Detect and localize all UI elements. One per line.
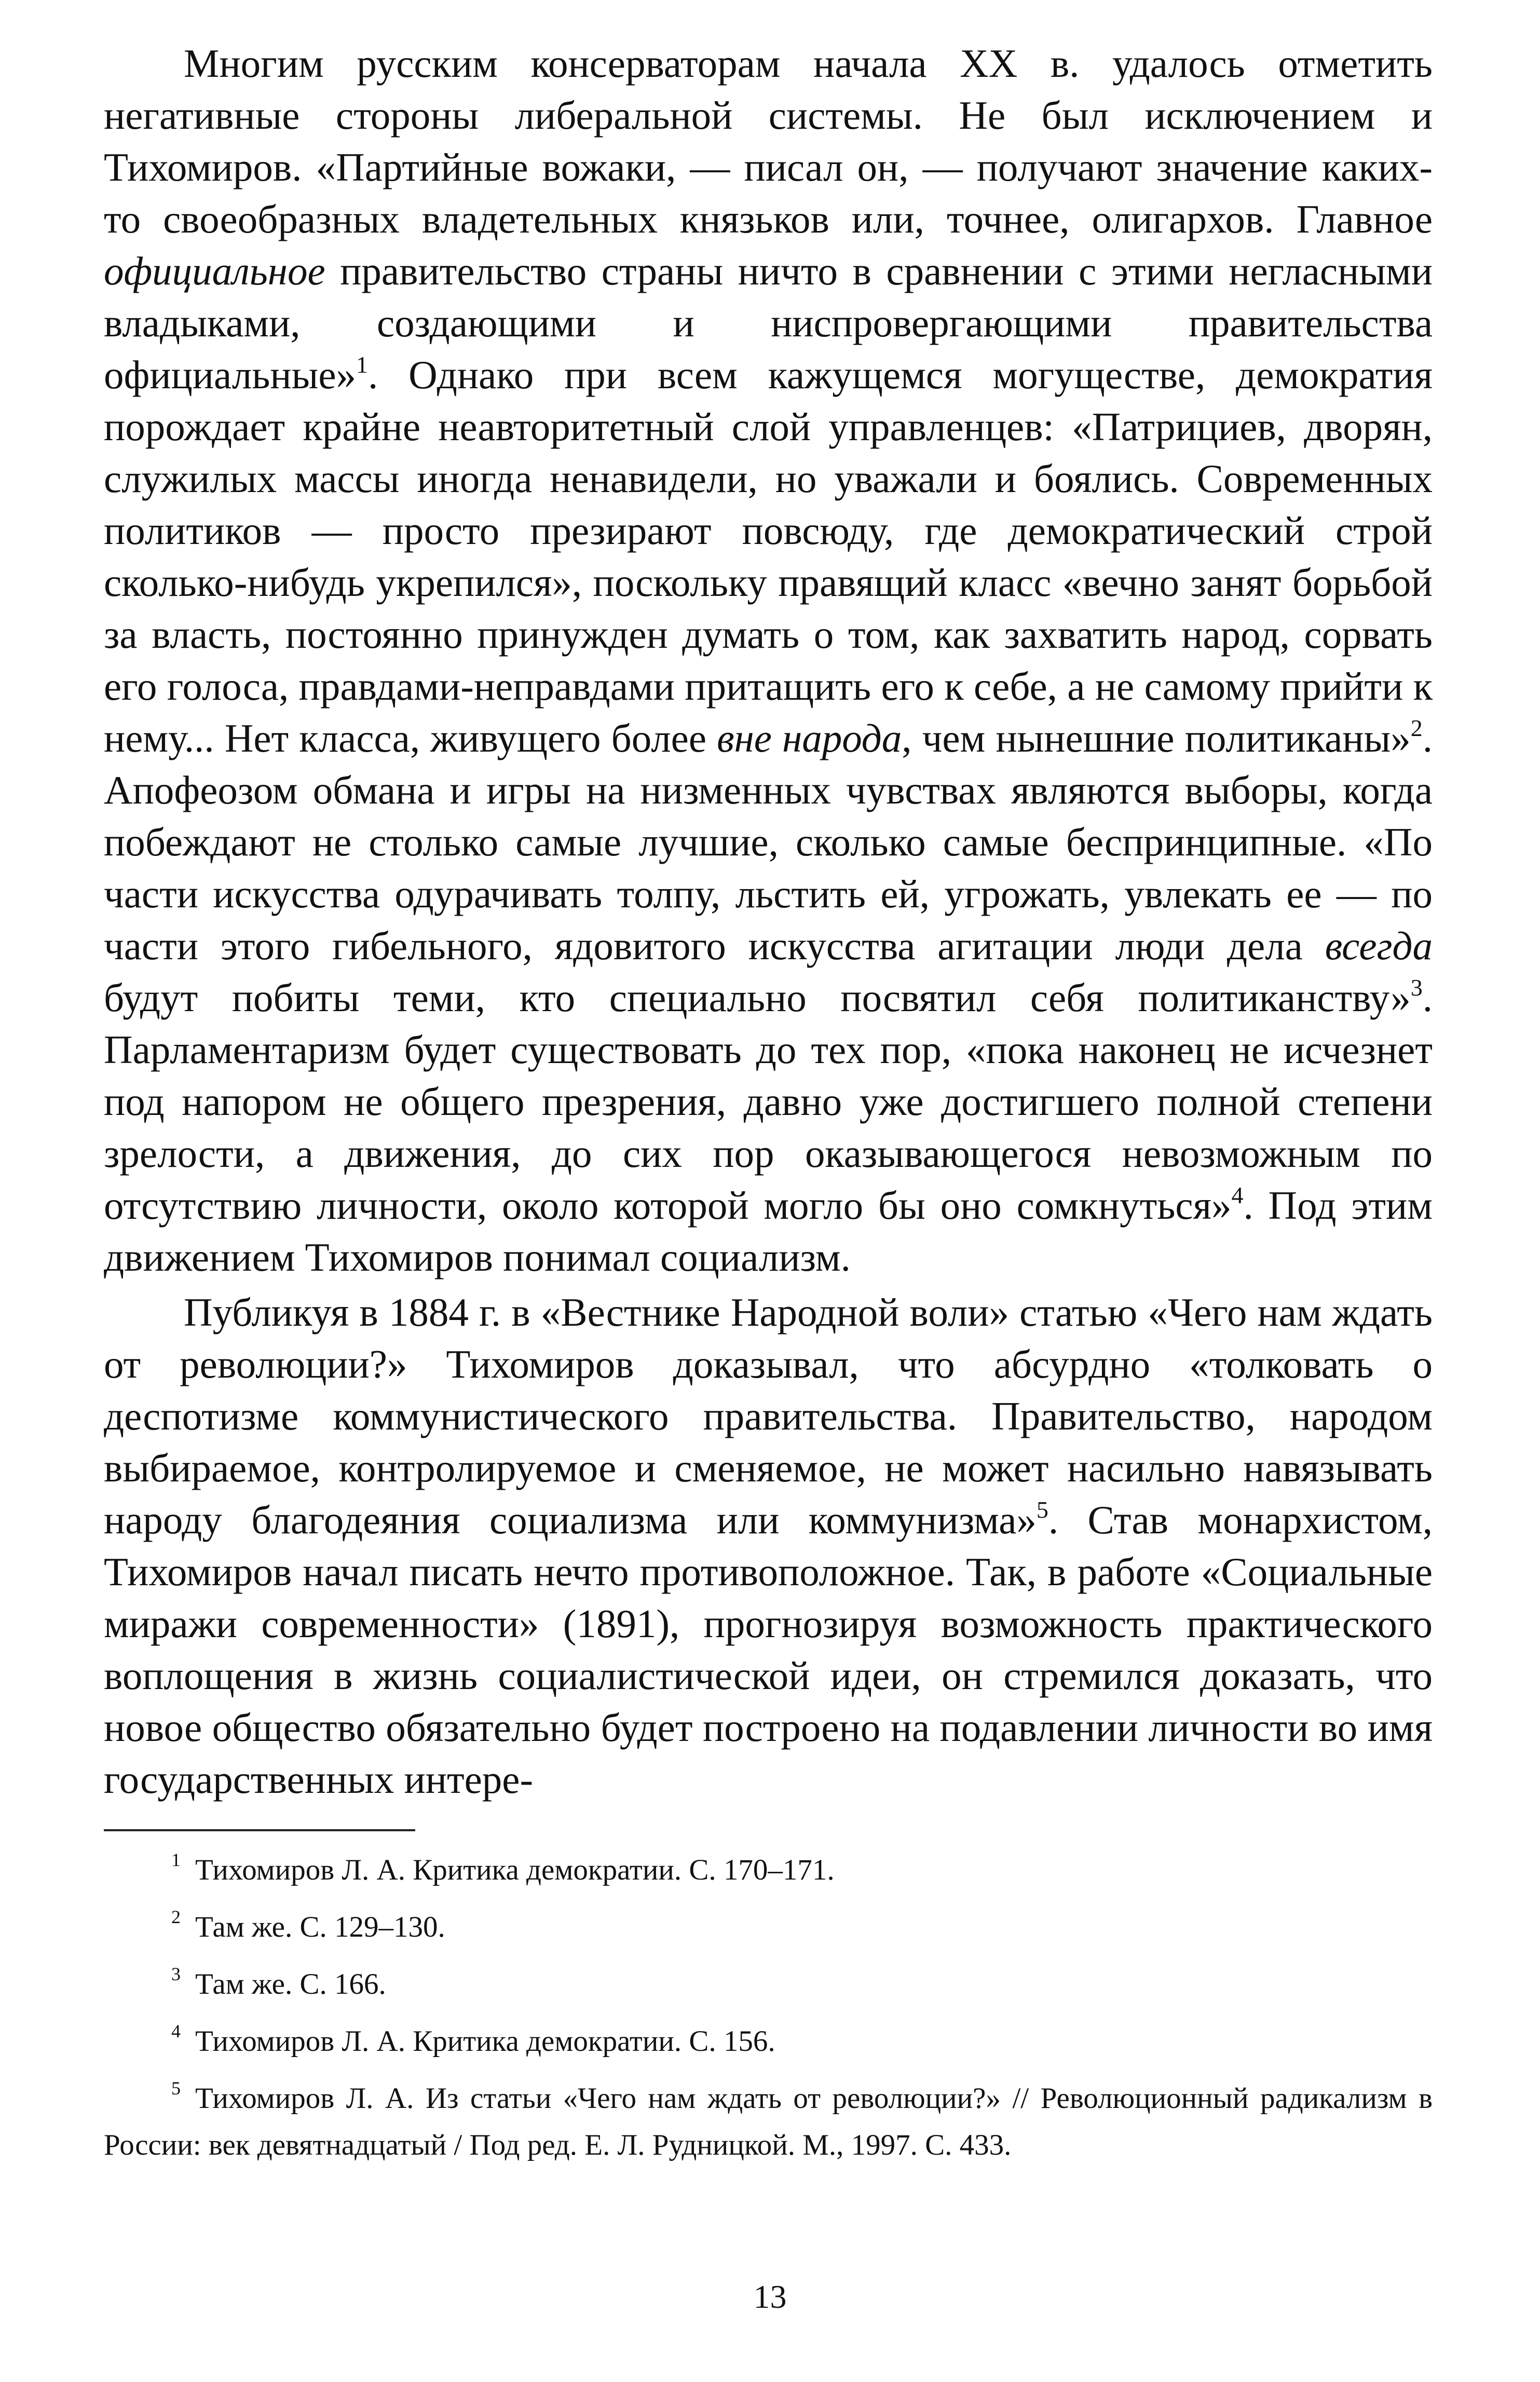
footnote-number: 2 (171, 1907, 181, 1927)
footnote-text: Там же. С. 166. (195, 1968, 386, 2000)
footnote-ref-4[interactable]: 4 (1231, 1182, 1244, 1208)
footnote-number: 4 (171, 2021, 181, 2041)
footnote-number: 1 (171, 1849, 181, 1870)
text-run: . Под этим движением Тихомиров понимал социализм. (104, 1183, 1433, 1280)
footnote-ref-5[interactable]: 5 (1036, 1496, 1048, 1523)
footnote-text: Тихомиров Л. А. Критика демократии. С. 156. (195, 2025, 775, 2058)
footnote-ref-1[interactable]: 1 (356, 351, 369, 378)
footnote-number: 3 (171, 1964, 181, 1984)
text-run: . Однако при всем кажущемся могуществе, демократия порождает крайне неавторитетный слой управленцев: «Патрициев, дворян, служилых массы иногда ненавидели, но уважали и боялись. Современных политиков — просто презирают повсюду, где демократический строй сколько-нибудь укрепился», поскольку правящий класс «вечно занят борьбой за власть, постоянно принужден думать о том, как захватить народ, сорвать его голоса, правдами-неправдами притащить его к себе, а не самому прийти к нему... Нет класса, живущего более (104, 352, 1433, 760)
body-paragraph-1 (104, 37, 1433, 1283)
text-run: . Апофеозом обмана и игры на низменных чувствах являются выборы, когда побеждают не столько самые лучшие, сколько самые беспринципные. «По части искусства одурачивать толпу, льстить ей, угрожать, увлекать ее — по части этого гибельного, ядовитого искусства агитации люди дела (104, 716, 1433, 968)
text-run: правительство страны ничто в сравнении с этими негласными владыками, создающими и ниспровергающими правительства официальные» (104, 249, 1433, 397)
footnote-text: Тихомиров Л. А. Критика демократии. С. 170–171. (195, 1854, 835, 1886)
body-paragraph-2 (104, 1286, 1433, 1805)
text-run: Публикуя в 1884 г. в «Вестнике Народной воли» статью «Чего нам ждать от революции?» Тихомиров доказывал, что абсурдно «толковать о деспотизме коммунистического правительства. Правительство, народом выбираемое, контролируемое и сменяемое, не может насильно навязывать народу благодеяния социализма или коммунизма» (104, 1290, 1433, 1542)
page-content (104, 37, 1433, 2179)
emphasis-text: всегда (1325, 923, 1433, 968)
text-run: Многим русским консерваторам начала XX в. удалось отметить негативные стороны либеральной системы. Не был исключением и Тихомиров. «Партийные вожаки, — писал он, — получают значение каких-то своеобразных владетельных князьков или, точнее, олигархов. Главное (104, 41, 1433, 241)
footnotes-list (104, 1847, 1433, 2169)
text-run: . Став монархистом, Тихомиров начал писать нечто противоположное. Так, в работе «Социальные миражи современности» (1891), прогнозируя возможность практического воплощения в жизнь социалистической идеи, он стремился доказать, что новое общество обязательно будет построено на подавлении личности во имя государственных интере- (104, 1498, 1433, 1802)
footnote-ref-3[interactable]: 3 (1410, 974, 1423, 1001)
emphasis-text: официальное (104, 249, 325, 293)
footnote-text: Тихомиров Л. А. Из статьи «Чего нам ждать от революции?» // Революционный радикализм в России: век девятнадцатый / Под ред. Е. Л. Рудницкой. М., 1997. С. 433. (104, 2082, 1433, 2161)
footnote-divider (104, 1829, 415, 1831)
text-run: . Парламентаризм будет существовать до тех пор, «пока наконец не исчезнет под напором не общего презрения, давно уже достигшего полной степени зрелости, а движения, до сих пор оказывающегося невозможным по отсутствию личности, около которой могло бы оно сомкнуться» (104, 975, 1433, 1228)
text-run: , чем нынешние политиканы» (902, 716, 1411, 760)
footnote-3 (104, 1961, 1433, 2008)
footnote-text: Там же. С. 129–130. (195, 1911, 445, 1943)
footnote-4 (104, 2018, 1433, 2065)
footnote-number: 5 (171, 2078, 181, 2099)
footnote-2 (104, 1904, 1433, 1951)
emphasis-text: вне народа (717, 716, 902, 760)
page-number: 13 (753, 2278, 787, 2315)
text-run: будут побиты теми, кто специально посвятил себя политиканству» (104, 975, 1411, 1020)
footnote-ref-2[interactable]: 2 (1410, 715, 1423, 741)
footnote-5 (104, 2075, 1433, 2169)
footnote-1 (104, 1847, 1433, 1894)
